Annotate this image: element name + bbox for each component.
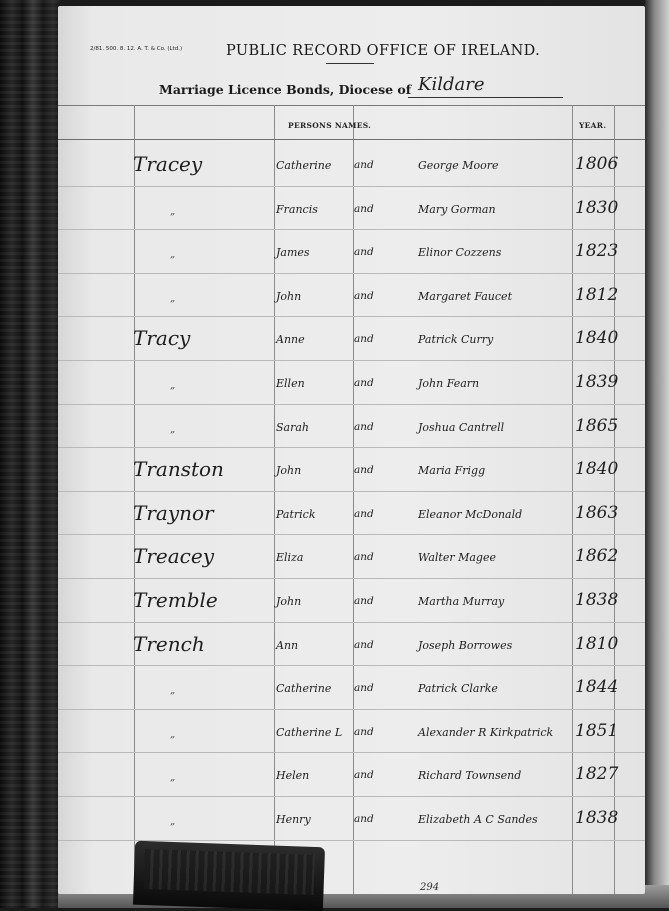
groom-or-bride-first-name: Catherine [276, 682, 332, 696]
year: 1840 [575, 328, 619, 349]
and-connector: and [354, 202, 374, 215]
year: 1830 [575, 197, 619, 218]
spouse-name: Joseph Borrowes [418, 638, 513, 652]
year: 1865 [575, 415, 619, 436]
spouse-name: Elinor Cozzens [418, 246, 502, 260]
and-connector: and [354, 769, 374, 782]
surname-ditto-mark: „ [170, 728, 176, 740]
entry-row [58, 142, 645, 186]
and-connector: and [354, 159, 374, 171]
groom-or-bride-first-name: Ann [276, 638, 299, 652]
and-connector: and [354, 813, 374, 825]
page-number: 294 [420, 882, 440, 893]
surname-ditto-mark: „ [170, 423, 176, 435]
entry-row [58, 578, 645, 622]
column-header-rule [58, 139, 645, 140]
entry-row [58, 622, 645, 666]
and-connector: and [354, 420, 374, 433]
and-connector: and [354, 507, 374, 520]
spouse-name: Martha Murray [418, 595, 505, 608]
entry-row [58, 752, 645, 796]
surname: Tremble [133, 588, 218, 612]
groom-or-bride-first-name: John [276, 464, 302, 478]
book-spine [0, 0, 60, 908]
groom-or-bride-first-name: Henry [276, 813, 311, 826]
surname-ditto-mark: „ [170, 772, 176, 784]
register-subtitle: Marriage Licence Bonds, Diocese of [159, 82, 412, 97]
and-connector: and [354, 464, 374, 477]
and-connector: and [354, 725, 374, 738]
spouse-name: Margaret Faucet [418, 289, 512, 303]
next-page-edge [645, 0, 669, 908]
surname: Treacey [133, 544, 214, 569]
year: 1840 [575, 459, 619, 480]
and-connector: and [354, 682, 374, 695]
entry-row [58, 316, 645, 360]
entry-row [58, 796, 645, 840]
spouse-name: Elizabeth A C Sandes [418, 813, 538, 826]
entry-row [58, 534, 645, 578]
year: 1812 [575, 284, 619, 305]
header-rule [58, 105, 645, 106]
surname-ditto-mark: „ [170, 249, 176, 261]
book-clamp [133, 841, 325, 911]
year: 1838 [575, 590, 619, 610]
entry-row [58, 273, 645, 317]
surname: Tracy [133, 326, 191, 351]
groom-or-bride-first-name: Sarah [276, 420, 309, 434]
entry-row [58, 404, 645, 448]
year: 1823 [575, 241, 619, 262]
year: 1862 [575, 546, 619, 567]
groom-or-bride-first-name: Eliza [276, 551, 304, 565]
year: 1839 [575, 372, 619, 392]
groom-or-bride-first-name: James [276, 246, 310, 260]
entry-row [58, 360, 645, 404]
surname: Transton [133, 457, 224, 482]
groom-or-bride-first-name: Francis [276, 202, 318, 216]
and-connector: and [354, 289, 374, 302]
register-page [58, 6, 645, 894]
entry-row [58, 491, 645, 535]
and-connector: and [354, 551, 374, 564]
and-connector: and [354, 377, 374, 389]
entry-row [58, 186, 645, 230]
groom-or-bride-first-name: John [276, 595, 302, 608]
and-connector: and [354, 638, 374, 651]
printer-code: 2/81. 500. 8. 12. A. T. & Co. (Ltd.) [90, 46, 183, 52]
spouse-name: Patrick Clarke [418, 682, 498, 696]
year: 1863 [575, 502, 619, 523]
diocese-rule [408, 97, 563, 98]
and-connector: and [354, 595, 374, 607]
spouse-name: Patrick Curry [418, 333, 494, 347]
entry-row [58, 709, 645, 753]
spouse-name: Alexander R Kirkpatrick [418, 725, 554, 739]
entry-row [58, 447, 645, 491]
year: 1806 [575, 154, 619, 174]
year: 1851 [575, 720, 619, 741]
persons-names-header: PERSONS NAMES. [288, 121, 372, 130]
spouse-name: Mary Gorman [418, 202, 496, 216]
surname-ditto-mark: „ [170, 816, 176, 827]
title-rule [326, 63, 374, 64]
surname-ditto-mark: „ [170, 685, 176, 697]
year: 1838 [575, 808, 619, 828]
groom-or-bride-first-name: Patrick [276, 507, 316, 521]
office-title: PUBLIC RECORD OFFICE OF IRELAND. [226, 43, 541, 59]
surname: Traynor [133, 500, 214, 525]
surname: Tracey [133, 152, 203, 176]
year: 1844 [575, 677, 619, 698]
and-connector: and [354, 246, 374, 259]
entry-row [58, 665, 645, 709]
spouse-name: Eleanor McDonald [418, 507, 523, 521]
spouse-name: Richard Townsend [418, 769, 522, 783]
entry-row [58, 229, 645, 273]
year: 1810 [575, 633, 619, 654]
spouse-name: Joshua Cantrell [418, 420, 505, 434]
and-connector: and [354, 333, 374, 346]
diocese-name: Kildare [418, 74, 485, 95]
year: 1827 [575, 764, 619, 785]
spouse-name: Walter Magee [418, 551, 496, 565]
surname-ditto-mark: „ [170, 205, 176, 217]
spouse-name: John Fearn [418, 377, 480, 390]
surname-ditto-mark: „ [170, 380, 176, 391]
groom-or-bride-first-name: John [276, 289, 302, 303]
groom-or-bride-first-name: Catherine [276, 159, 332, 172]
spouse-name: Maria Frigg [418, 464, 486, 478]
groom-or-bride-first-name: Ellen [276, 377, 305, 390]
spouse-name: George Moore [418, 159, 499, 172]
year-header: YEAR. [579, 121, 607, 130]
groom-or-bride-first-name: Anne [276, 333, 305, 347]
surname-ditto-mark: „ [170, 292, 176, 304]
surname: Trench [133, 631, 205, 656]
groom-or-bride-first-name: Catherine L [276, 725, 343, 739]
groom-or-bride-first-name: Helen [276, 769, 310, 783]
